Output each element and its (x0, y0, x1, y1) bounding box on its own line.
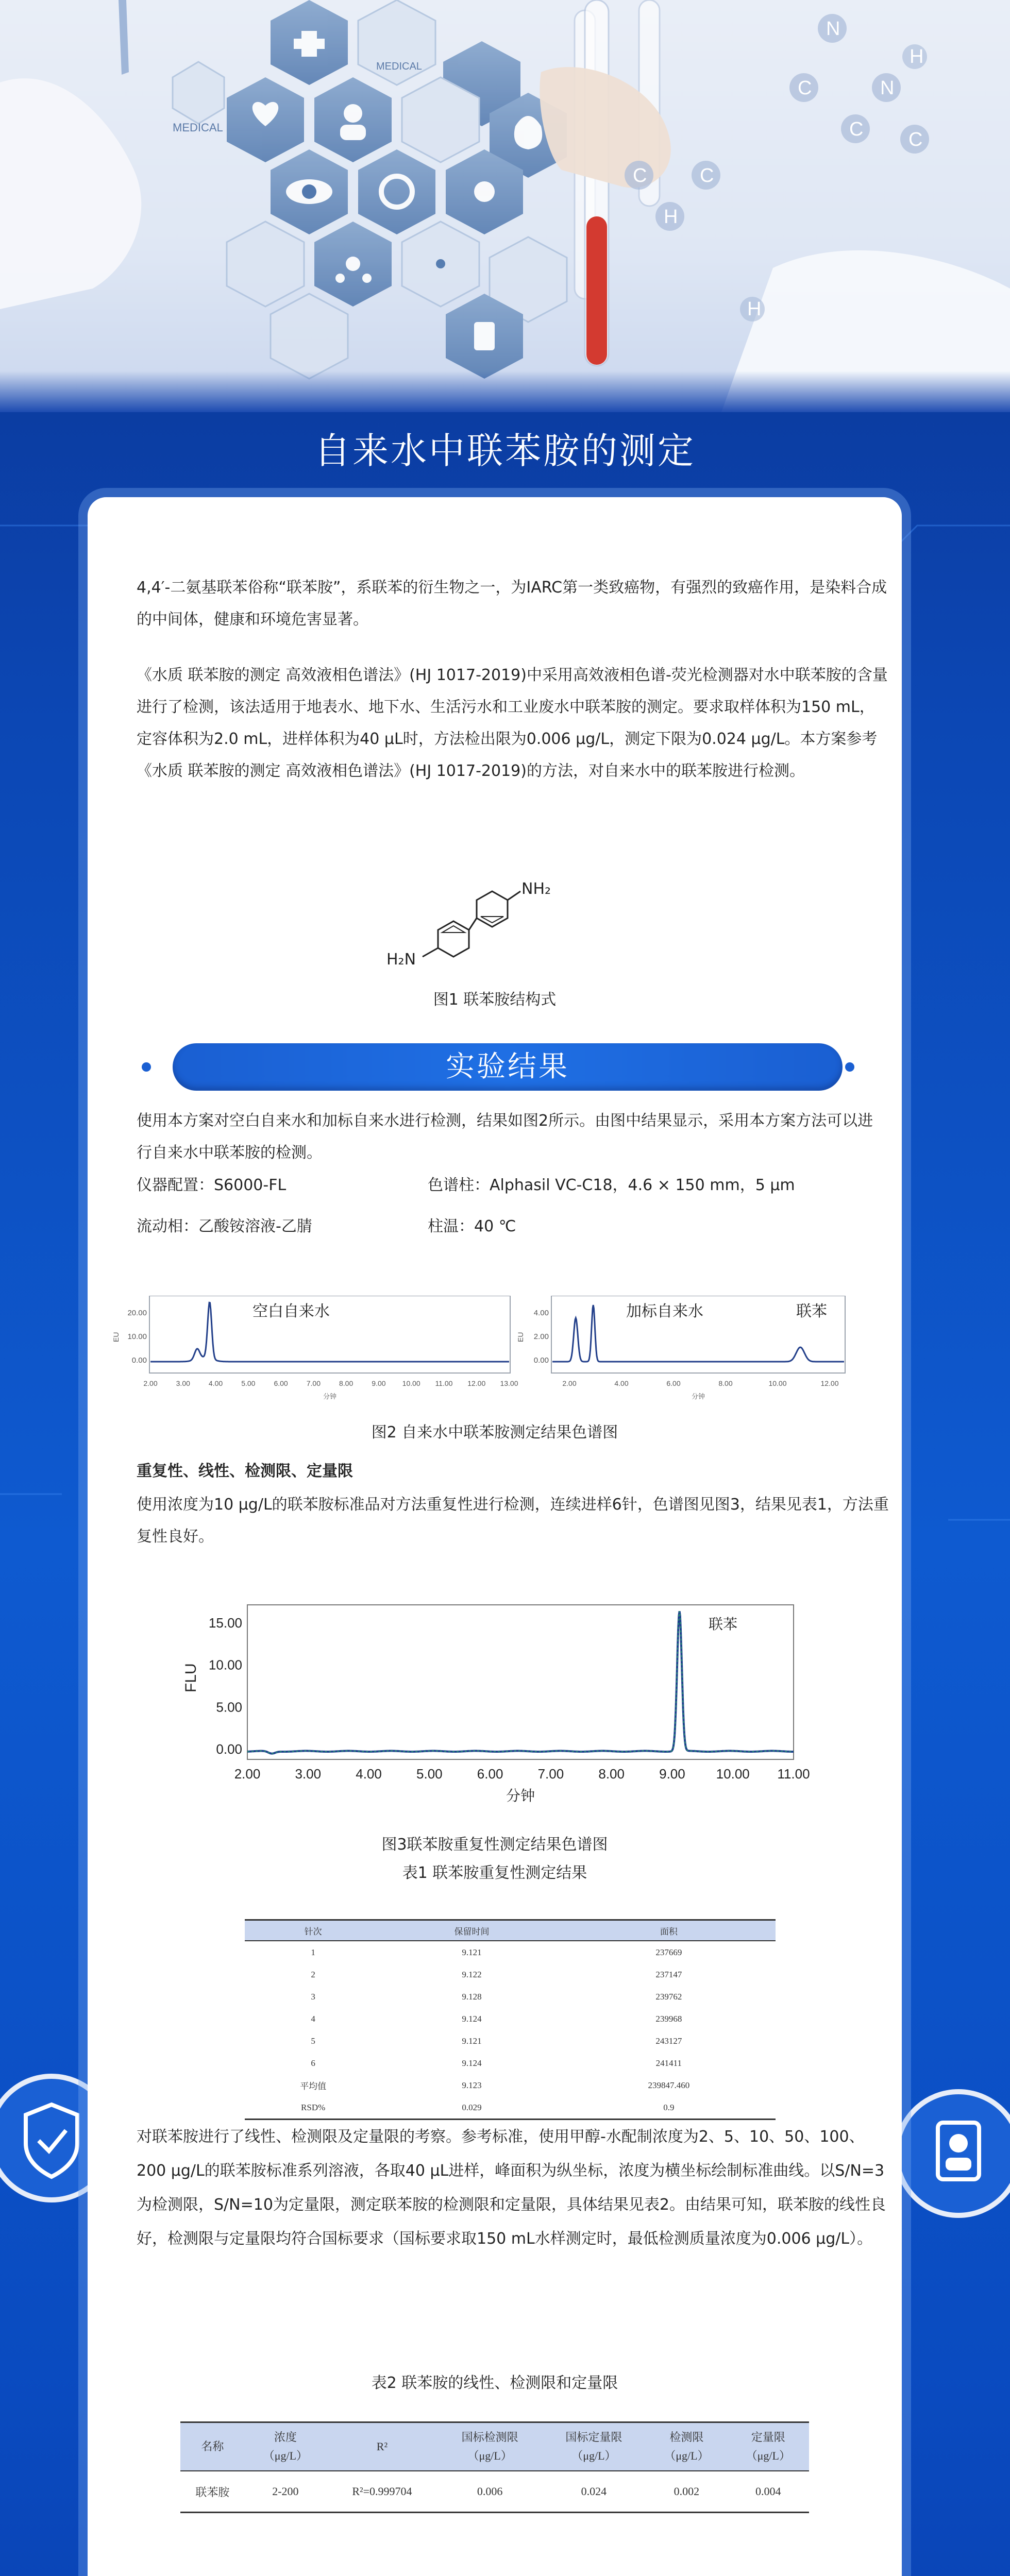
column-temp-config: 柱温：40 ℃ (428, 1217, 516, 1235)
table-cell: 239968 (655, 2013, 682, 2024)
figure3-peak-label: 联苯 (709, 1616, 738, 1633)
table-row (245, 2008, 776, 2030)
banner-bullet-right (845, 1062, 854, 1072)
repeatability-heading: 重复性、线性、检测限、定量限 (137, 1462, 353, 1480)
hex-label-top: MEDICAL (376, 61, 422, 72)
table1-repeatability (245, 1919, 776, 2120)
svg-text:H: H (910, 46, 924, 67)
x-tick-label: 5.00 (416, 1766, 443, 1782)
x-tick-label: 9.00 (372, 1379, 386, 1387)
x-tick-label: 7.00 (306, 1379, 321, 1387)
table-header: R² (326, 2422, 438, 2471)
instrument-config: 仪器配置：S6000-FL (137, 1176, 287, 1194)
chromatogram-blank (112, 1296, 518, 1401)
table-cell: 联苯胺 (195, 2485, 230, 2499)
figure3-chromatogram (160, 1595, 830, 1852)
chromatogram-spiked (516, 1296, 845, 1401)
table-cell: 237669 (655, 1947, 682, 1957)
x-tick-label: 2.00 (234, 1766, 261, 1782)
figure3-x-axis-label: 分钟 (506, 1787, 535, 1804)
x-tick-label: 4.00 (356, 1766, 382, 1782)
y-tick-label: 5.00 (216, 1699, 242, 1715)
table-cell: 2-200 (272, 2485, 299, 2498)
table-cell: 9.124 (462, 2058, 482, 2068)
x-tick-label: 4.00 (208, 1379, 223, 1387)
table-row (245, 1963, 776, 1986)
intro-paragraph-2: 《水质 联苯胺的测定 高效液相色谱法》(HJ 1017-2019)中采用高效液相色谱-荧光检测器对水中联苯胺的含量进行了检测，该法适用于地表水、地下水、生活污水和工业废水中联苯胺的测定。要求取样体积为150 mL，定容体积为2.0 mL，进样体积为40 μL时，方法检出限为0.006 μg/L，测定下限为0.024 μg/L。本方案参考《水质 联苯胺的测定 高效液相色谱法》(HJ 1017-2019)的方法，对自来水中的联苯胺进行检测。 (137, 666, 888, 780)
table-cell: 9.128 (462, 1991, 482, 2002)
table-cell: 239762 (655, 1991, 682, 2002)
spiked-ytick: 4.00 (533, 1309, 549, 1317)
table-cell: 0.9 (663, 2102, 675, 2112)
blank-ytick: 0.00 (131, 1356, 147, 1365)
table-cell: 9.121 (462, 2036, 482, 2046)
table-cell: 9.122 (462, 1969, 482, 1979)
x-tick-label: 10.00 (768, 1379, 787, 1387)
results-paragraph: 使用本方案对空白自来水和加标自来水进行检测，结果如图2所示。由图中结果显示，采用本方案方法可以进行自来水中联苯胺的检测。 (137, 1112, 873, 1162)
x-tick-label: 8.00 (598, 1766, 625, 1782)
svg-text:C: C (700, 165, 714, 187)
svg-text:C: C (798, 77, 812, 99)
svg-text:N: N (826, 18, 840, 40)
svg-text:C: C (849, 118, 864, 140)
svg-text:C: C (908, 129, 923, 150)
section-banner-results: 实验结果 (173, 1043, 843, 1091)
table-cell: 1 (311, 1947, 315, 1957)
nh2-left-label: H₂N (386, 951, 416, 969)
x-tick-label: 6.00 (274, 1379, 288, 1387)
table-cell: 237147 (655, 1969, 682, 1979)
x-tick-label: 3.00 (295, 1766, 322, 1782)
table-cell: R²=0.999704 (352, 2485, 412, 2498)
table-row (245, 1941, 776, 1963)
table-cell: 243127 (655, 2036, 682, 2046)
table-cell: 2 (311, 1969, 315, 1979)
profile-badge (886, 2081, 1010, 2226)
x-tick-label: 11.00 (777, 1766, 810, 1782)
figure2-chromatograms (108, 1296, 881, 1414)
spiked-ytick: 2.00 (533, 1332, 549, 1341)
repeatability-paragraph: 使用浓度为10 μg/L的联苯胺标准品对方法重复性进行检测，连续进样6针，色谱图见图3，结果见表1，方法重复性良好。 (137, 1496, 889, 1546)
intro-paragraph-1: 4,4′-二氨基联苯俗称“联苯胺”，系联苯的衍生物之一，为IARC第一类致癌物，有强烈的致癌作用，是染料合成的中间体，健康和环境危害显著。 (137, 579, 887, 629)
table-cell: 9.124 (462, 2013, 482, 2024)
page-title: 自来水中联苯胺的测定 (314, 430, 696, 472)
x-tick-label: 7.00 (537, 1766, 564, 1782)
table-cell: 0.006 (477, 2485, 503, 2498)
svg-text:N: N (880, 77, 895, 99)
blank-x-axis-label: 分钟 (323, 1393, 337, 1401)
table-cell: 3 (311, 1991, 315, 2002)
blank-ytick: 20.00 (127, 1309, 147, 1317)
spiked-x-axis-label: 分钟 (691, 1393, 705, 1401)
x-tick-label: 3.00 (176, 1379, 190, 1387)
table-row (245, 2074, 776, 2096)
column-config: 色谱柱：Alphasil VC-C18，4.6 × 150 mm，5 μm (428, 1176, 795, 1194)
table-header: 定量限 （μg/L） (728, 2422, 809, 2471)
banner-bullet-left (142, 1062, 151, 1072)
figure1-caption: 图1 联苯胺结构式 (433, 991, 557, 1009)
x-tick-label: 13.00 (500, 1379, 518, 1387)
table1-title: 表1 联苯胺重复性测定结果 (402, 1864, 587, 1882)
table-cell: 5 (311, 2036, 315, 2046)
x-tick-label: 2.00 (143, 1379, 158, 1387)
spiked-sample-label: 加标自来水 (626, 1302, 703, 1320)
table-cell: 0.024 (581, 2485, 607, 2498)
table-cell: 239847.460 (648, 2080, 690, 2090)
x-tick-label: 10.00 (716, 1766, 750, 1782)
benzene-ring-right (477, 891, 508, 927)
blank-y-axis-label: EU (112, 1332, 120, 1342)
x-tick-label: 2.00 (562, 1379, 577, 1387)
figure2-caption: 图2 自来水中联苯胺测定结果色谱图 (371, 1423, 618, 1442)
table-row (245, 2030, 776, 2052)
table-cell: 0.004 (755, 2485, 781, 2498)
y-tick-label: 10.00 (208, 1657, 242, 1673)
x-tick-label: 5.00 (241, 1379, 256, 1387)
table-cell: 0.002 (674, 2485, 700, 2498)
blank-ytick: 10.00 (127, 1332, 147, 1341)
table-row (245, 1986, 776, 2008)
spiked-ytick: 0.00 (533, 1356, 549, 1365)
benzidine-structure-diagram (361, 876, 618, 979)
table-cell: 4 (311, 2013, 315, 2024)
x-tick-label: 6.00 (666, 1379, 681, 1387)
svg-text:H: H (664, 206, 678, 228)
table-cell: 0.029 (462, 2102, 482, 2112)
mobile-phase-config: 流动相：乙酸铵溶液-乙腈 (137, 1217, 312, 1235)
table-cell: 9.123 (462, 2080, 482, 2090)
table-header: 浓度 （μg/L） (245, 2422, 326, 2471)
table-header: 国标检测限 （μg/L） (438, 2422, 542, 2471)
table-header: 检测限 （μg/L） (646, 2422, 727, 2471)
table-cell: RSD% (301, 2102, 326, 2112)
content-card (88, 497, 902, 2576)
linearity-paragraph: 对联苯胺进行了线性、检测限及定量限的考察。参考标准，使用甲醇-水配制浓度为2、5、10、50、100、200 μg/L的联苯胺标准系列溶液，各取40 μL进样，峰面积为纵坐标，浓度为横坐标绘制标准曲线。以S/N=3为检测限，S/N=10为定量限，测定联苯胺的检测限和定量限，具体结果见表2。由结果可知，联苯胺的线性良好，检测限与定量限均符合国标要求（国标要求取150 mL水样测定时，最低检测质量浓度为0.006 μg/L）。 (137, 2128, 886, 2248)
table2-linearity (180, 2421, 809, 2513)
table-row (245, 2052, 776, 2074)
table-cell: 6 (311, 2058, 315, 2068)
figure3-y-axis-label: FLU (182, 1663, 199, 1692)
x-tick-label: 12.00 (820, 1379, 839, 1387)
table1-header: 针次 (245, 1920, 381, 1941)
nh2-top-label: NH₂ (521, 880, 551, 898)
x-tick-label: 8.00 (339, 1379, 354, 1387)
table-header: 名称 (180, 2422, 245, 2471)
spiked-y-axis-label: EU (516, 1332, 525, 1342)
x-tick-label: 12.00 (467, 1379, 486, 1387)
x-tick-label: 11.00 (435, 1379, 453, 1387)
x-tick-label: 8.00 (718, 1379, 733, 1387)
x-tick-label: 9.00 (659, 1766, 685, 1782)
table-row (245, 2096, 776, 2120)
hex-label-left: MEDICAL (173, 121, 223, 134)
svg-text:H: H (747, 298, 762, 320)
table-cell: 9.121 (462, 1947, 482, 1957)
table-cell: 平均值 (300, 2081, 327, 2091)
figure3-caption: 图3联苯胺重复性测定结果色谱图 (381, 1836, 608, 1854)
blank-sample-label: 空白自来水 (252, 1302, 330, 1320)
benzene-ring-left (438, 921, 469, 957)
y-tick-label: 15.00 (208, 1615, 242, 1631)
x-tick-label: 4.00 (614, 1379, 629, 1387)
table-cell: 241411 (655, 2058, 682, 2068)
spiked-peak-label: 联苯 (796, 1302, 827, 1320)
x-tick-label: 6.00 (477, 1766, 503, 1782)
table-row (180, 2471, 809, 2513)
table1-header: 面积 (562, 1920, 776, 1941)
table1-header: 保留时间 (381, 1920, 562, 1941)
y-tick-label: 0.00 (216, 1741, 242, 1757)
x-tick-label: 10.00 (402, 1379, 420, 1387)
table2-title: 表2 联苯胺的线性、检测限和定量限 (371, 2374, 618, 2392)
svg-text:C: C (633, 165, 647, 187)
table-header: 国标定量限 （μg/L） (542, 2422, 646, 2471)
